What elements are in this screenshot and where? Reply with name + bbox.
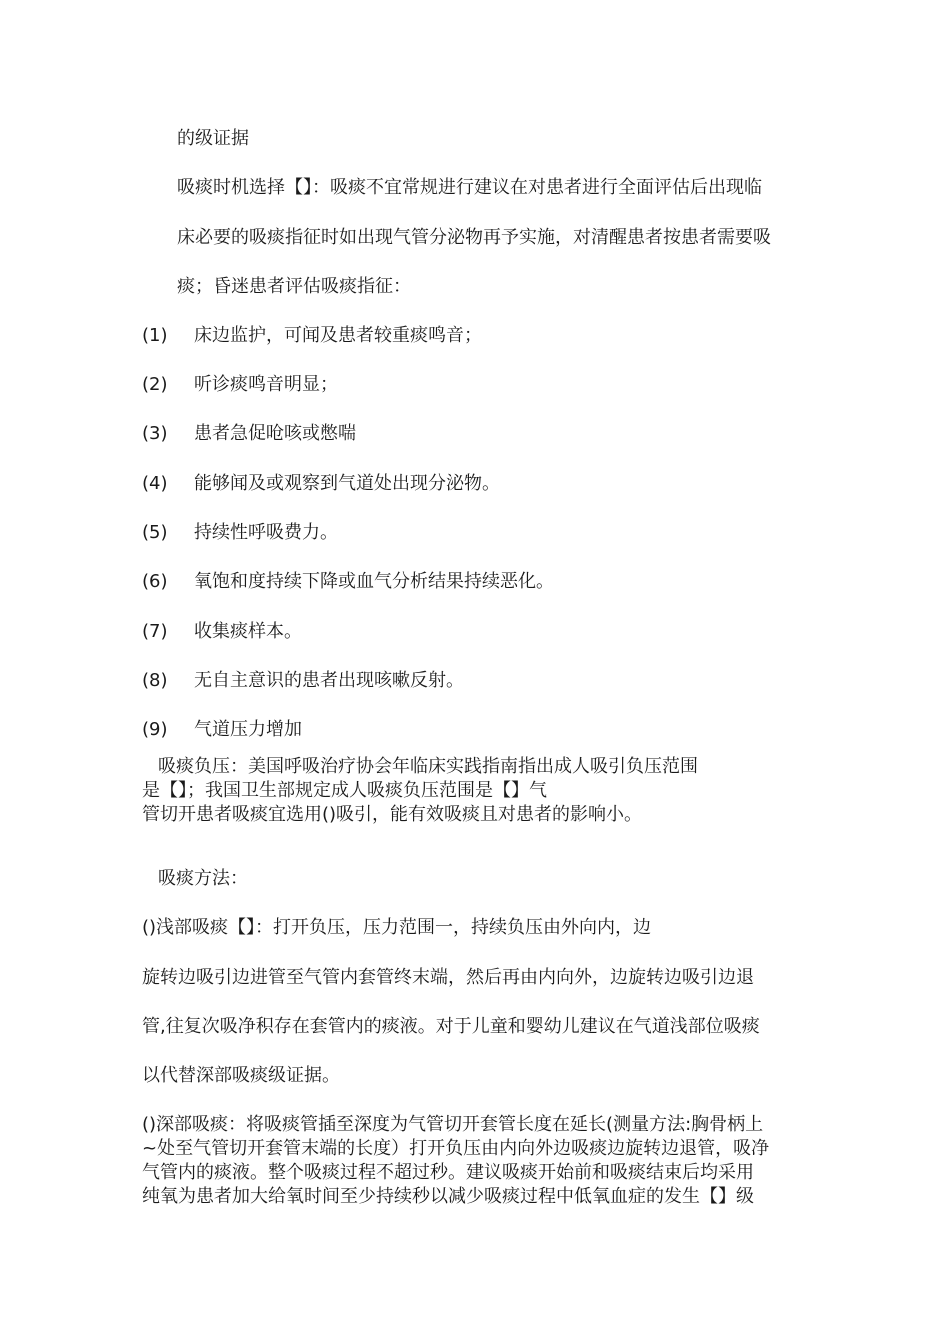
item-text: 氧饱和度持续下降或血气分析结果持续恶化。 [194,571,554,592]
item-text: 患者急促呛咳或憋喘 [194,423,356,444]
text-line: ~处至气管切开套管末端的长度）打开负压由内向外边吸痰边旋转边退管，吸净 [142,1138,770,1159]
text-line: 纯氧为患者加大给氧时间至少持续秒以减少吸痰过程中低氧血症的发生【】级 [142,1186,754,1207]
item-number: (1) [142,325,168,346]
text-line: 吸痰时机选择【】：吸痰不宜常规进行建议在对患者进行全面评估后出现临 [177,177,762,198]
text-line: 吸痰负压：美国呼吸治疗协会年临床实践指南指出成人吸引负压范围 [158,756,698,777]
item-number: (3) [142,423,168,444]
text-line: 的级证据 [177,128,249,149]
item-text: 能够闻及或观察到气道处出现分泌物。 [194,473,500,494]
item-text: 听诊痰鸣音明显； [194,374,338,395]
text-line: ()深部吸痰：将吸痰管插至深度为气管切开套管长度在延长(测量方法:胸骨柄上 [142,1114,764,1135]
item-text: 持续性呼吸费力。 [194,522,338,543]
text-line: 是【】；我国卫生部规定成人吸痰负压范围是【】气 [142,780,547,801]
text-line: 气管内的痰液。整个吸痰过程不超过秒。建议吸痰开始前和吸痰结束后均采用 [142,1162,754,1183]
item-text: 无自主意识的患者出现咳嗽反射。 [194,670,464,691]
item-text: 收集痰样本。 [194,621,302,642]
item-number: (7) [142,621,168,642]
section-heading: 吸痰方法： [158,868,248,889]
text-line: 床必要的吸痰指征时如出现气管分泌物再予实施，对清醒患者按患者需要吸 [177,227,771,248]
text-line: 管切开患者吸痰宜选用()吸引，能有效吸痰且对患者的影响小。 [142,804,643,825]
item-number: (9) [142,719,168,740]
text-line: ()浅部吸痰【】：打开负压，压力范围一，持续负压由外向内，边 [142,917,652,938]
item-number: (2) [142,374,168,395]
item-number: (5) [142,522,168,543]
text-line: 旋转边吸引边进管至气管内套管终末端，然后再由内向外，边旋转边吸引边退 [142,967,754,988]
item-text: 床边监护，可闻及患者较重痰鸣音； [194,325,482,346]
text-line: 以代替深部吸痰级证据。 [142,1065,340,1086]
item-number: (8) [142,670,168,691]
text-line: 管,往复次吸净积存在套管内的痰液。对于儿童和婴幼儿建议在气道浅部位吸痰 [142,1016,760,1037]
item-text: 气道压力增加 [194,719,302,740]
text-line: 痰；昏迷患者评估吸痰指征： [177,276,411,297]
item-number: (6) [142,571,168,592]
item-number: (4) [142,473,168,494]
